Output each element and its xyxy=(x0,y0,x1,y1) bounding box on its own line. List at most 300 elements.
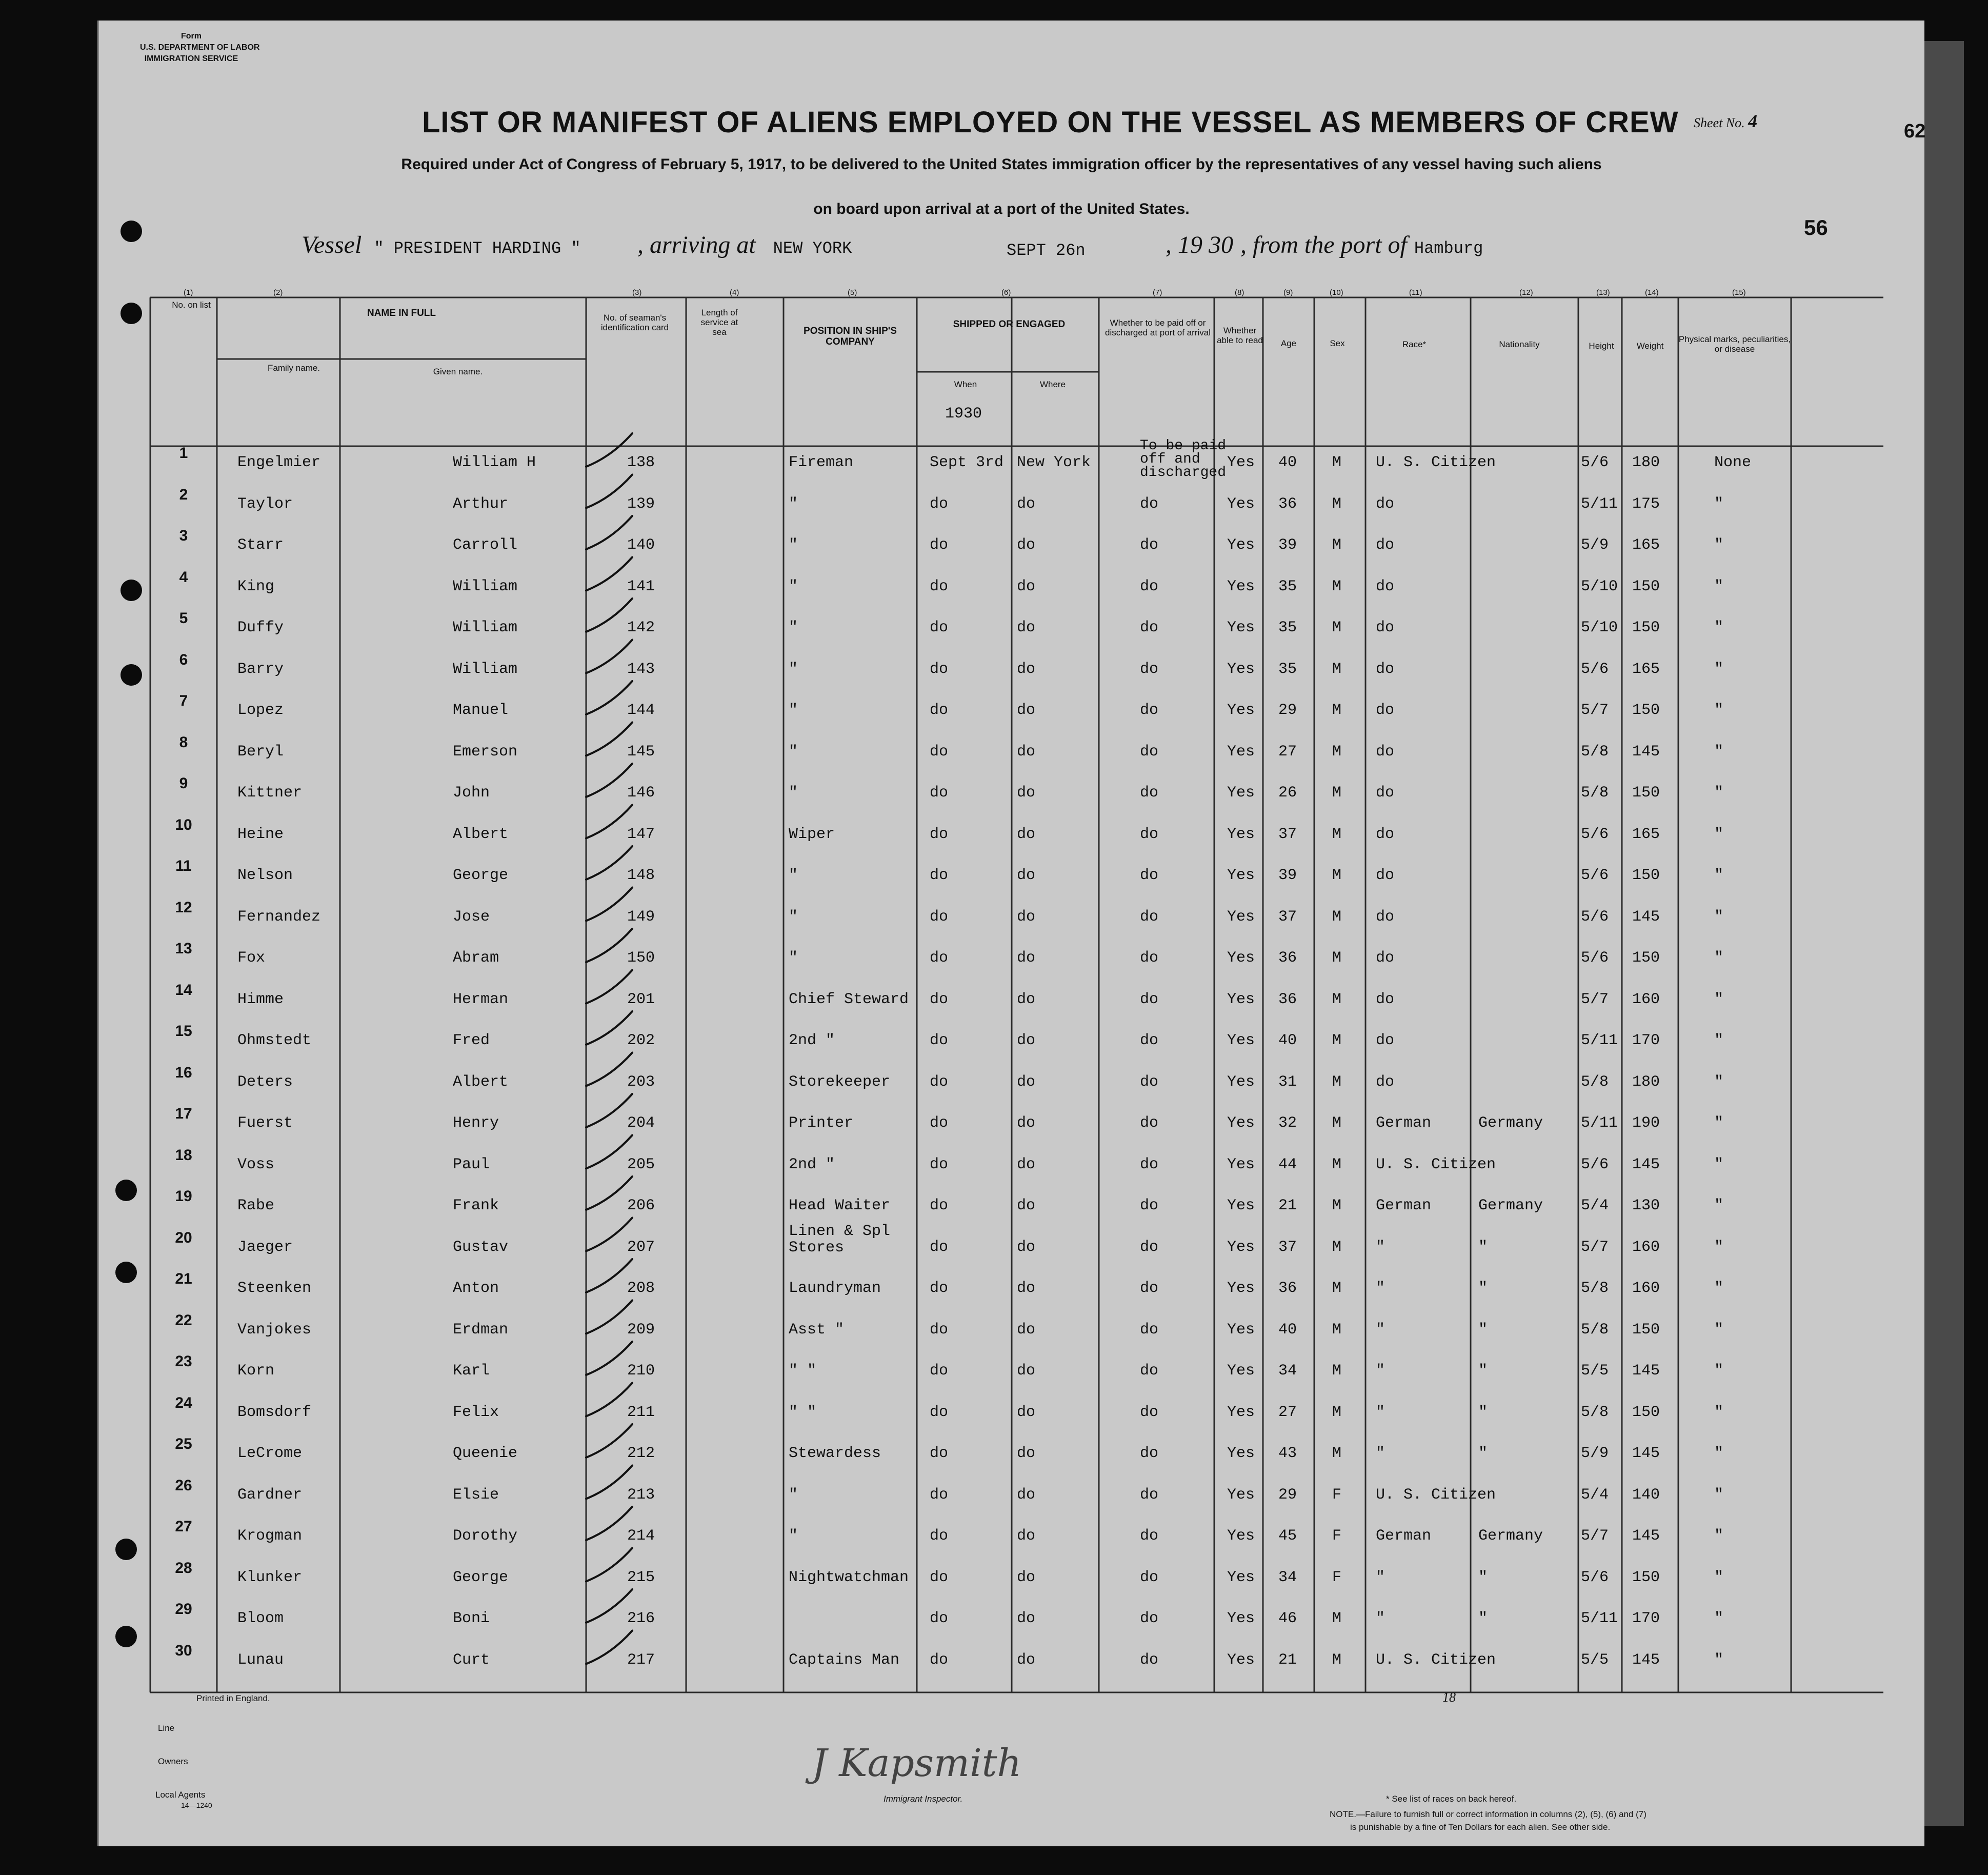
shipped-where-cell: do xyxy=(1017,1032,1036,1049)
read-cell: Yes xyxy=(1227,949,1255,967)
header-id-card: No. of seaman's identification card xyxy=(600,313,669,332)
sex-cell: M xyxy=(1332,1362,1342,1380)
sex-cell: M xyxy=(1332,1238,1342,1256)
race-cell: do xyxy=(1376,619,1395,636)
age-cell: 37 xyxy=(1278,908,1297,926)
paid-off-cell: do xyxy=(1140,1032,1159,1049)
id-card-cell: 147 xyxy=(627,825,655,843)
id-card-cell: 150 xyxy=(627,949,655,967)
read-cell: Yes xyxy=(1227,536,1255,554)
given-name-cell: Herman xyxy=(453,990,509,1008)
sex-cell: F xyxy=(1332,1568,1342,1586)
shipped-when-cell: do xyxy=(930,1073,949,1091)
family-name-cell: LeCrome xyxy=(237,1445,303,1462)
marks-cell: " xyxy=(1714,1610,1724,1627)
read-cell: Yes xyxy=(1227,1568,1255,1586)
race-cell: do xyxy=(1376,660,1395,678)
family-name-cell: Starr xyxy=(237,536,284,554)
header-read: Whether able to read xyxy=(1217,326,1263,345)
header-name-in-full: NAME IN FULL xyxy=(367,308,436,318)
paid-off-cell: do xyxy=(1140,660,1159,678)
weight-cell: 165 xyxy=(1632,825,1660,843)
position-cell: 2nd " xyxy=(789,1155,835,1173)
age-cell: 37 xyxy=(1278,825,1297,843)
position-cell: Head Waiter xyxy=(789,1197,891,1214)
id-card-cell: 140 xyxy=(627,536,655,554)
weight-cell: 150 xyxy=(1632,1403,1660,1421)
sex-cell: F xyxy=(1332,1486,1342,1504)
paid-off-cell: do xyxy=(1140,784,1159,802)
given-name-cell: Manuel xyxy=(453,702,509,719)
shipped-where-cell: do xyxy=(1017,1527,1036,1545)
weight-cell: 145 xyxy=(1632,1445,1660,1462)
height-cell: 5/11 xyxy=(1581,1610,1618,1627)
race-cell: " xyxy=(1376,1568,1385,1586)
position-cell: " xyxy=(789,784,798,802)
sheet-label: Sheet No. xyxy=(1694,115,1745,130)
paid-off-cell: do xyxy=(1140,1197,1159,1214)
race-cell: " xyxy=(1376,1238,1385,1256)
shipped-where-cell: do xyxy=(1017,743,1036,761)
height-cell: 5/7 xyxy=(1581,702,1609,719)
weight-cell: 160 xyxy=(1632,1280,1660,1297)
age-cell: 35 xyxy=(1278,660,1297,678)
family-name-cell: Himme xyxy=(237,990,284,1008)
given-name-cell: Dorothy xyxy=(453,1527,518,1545)
id-card-cell: 142 xyxy=(627,619,655,636)
row-number: 9 xyxy=(179,775,188,792)
id-card-cell: 208 xyxy=(627,1280,655,1297)
age-cell: 29 xyxy=(1278,702,1297,719)
age-cell: 36 xyxy=(1278,990,1297,1008)
read-cell: Yes xyxy=(1227,1651,1255,1669)
nationality-cell: " xyxy=(1478,1280,1488,1297)
marks-cell: " xyxy=(1714,1032,1724,1049)
given-name-cell: William xyxy=(453,577,518,595)
binder-hole xyxy=(115,1180,137,1201)
column-number: (14) xyxy=(1645,288,1659,297)
paid-off-cell: do xyxy=(1140,908,1159,926)
weight-cell: 150 xyxy=(1632,1568,1660,1586)
read-cell: Yes xyxy=(1227,743,1255,761)
row-number: 29 xyxy=(175,1601,192,1618)
nationality-cell: " xyxy=(1478,1362,1488,1380)
given-name-cell: Jose xyxy=(453,908,490,926)
paid-off-cell: do xyxy=(1140,1568,1159,1586)
id-card-cell: 215 xyxy=(627,1568,655,1586)
marks-cell: " xyxy=(1714,577,1724,595)
age-cell: 35 xyxy=(1278,577,1297,595)
binder-hole xyxy=(121,664,142,686)
family-name-cell: Heine xyxy=(237,825,284,843)
shipped-when-cell: do xyxy=(930,577,949,595)
shipped-when-cell: do xyxy=(930,1197,949,1214)
given-name-cell: Emerson xyxy=(453,743,518,761)
sex-cell: M xyxy=(1332,1321,1342,1339)
position-cell: " xyxy=(789,536,798,554)
check-mark xyxy=(586,1383,632,1417)
row-number: 2 xyxy=(179,486,188,503)
shipped-when-cell: do xyxy=(930,990,949,1008)
age-cell: 37 xyxy=(1278,1238,1297,1256)
column-number: (11) xyxy=(1409,288,1422,297)
shipped-when-cell: do xyxy=(930,1238,949,1256)
race-cell: " xyxy=(1376,1445,1385,1462)
given-name-cell: Erdman xyxy=(453,1321,509,1339)
position-cell: 2nd " xyxy=(789,1032,835,1049)
form-label: Form xyxy=(181,32,202,41)
position-cell: " xyxy=(789,495,798,513)
family-name-cell: Kittner xyxy=(237,784,303,802)
shipped-when-cell: do xyxy=(930,1610,949,1627)
weight-cell: 180 xyxy=(1632,1073,1660,1091)
nationality-cell: " xyxy=(1478,1238,1488,1256)
age-cell: 39 xyxy=(1278,536,1297,554)
id-card-cell: 204 xyxy=(627,1114,655,1132)
age-cell: 29 xyxy=(1278,1486,1297,1504)
age-cell: 39 xyxy=(1278,867,1297,884)
sex-cell: M xyxy=(1332,867,1342,884)
weight-cell: 150 xyxy=(1632,1321,1660,1339)
given-name-cell: Gustav xyxy=(453,1238,509,1256)
nationality-cell: " xyxy=(1478,1445,1488,1462)
arrival-port: NEW YORK xyxy=(773,239,852,258)
dept-label: U.S. DEPARTMENT OF LABOR xyxy=(140,43,260,52)
nationality-cell: Germany xyxy=(1478,1197,1543,1214)
column-number: (6) xyxy=(1001,288,1011,297)
height-cell: 5/9 xyxy=(1581,1445,1609,1462)
given-name-cell: Albert xyxy=(453,825,509,843)
check-mark xyxy=(586,764,632,797)
header-age: Age xyxy=(1280,338,1297,348)
check-mark xyxy=(586,1259,632,1292)
check-mark xyxy=(586,1135,632,1169)
printed-note: Printed in England. xyxy=(196,1693,270,1703)
age-cell: 36 xyxy=(1278,949,1297,967)
column-number: (10) xyxy=(1330,288,1343,297)
owners-label: Owners xyxy=(158,1757,188,1766)
shipped-when-cell: do xyxy=(930,1651,949,1669)
position-cell: " xyxy=(789,1486,798,1504)
sex-cell: M xyxy=(1332,1114,1342,1132)
height-cell: 5/6 xyxy=(1581,825,1609,843)
check-mark xyxy=(586,1301,632,1334)
marks-cell: " xyxy=(1714,867,1724,884)
marks-cell: " xyxy=(1714,536,1724,554)
position-cell: Printer xyxy=(789,1114,854,1132)
weight-cell: 170 xyxy=(1632,1032,1660,1049)
shipped-where-cell: do xyxy=(1017,1155,1036,1173)
shipped-when-cell: do xyxy=(930,702,949,719)
position-cell: " xyxy=(789,743,798,761)
inspector-label: Immigrant Inspector. xyxy=(883,1794,963,1804)
marks-cell: " xyxy=(1714,825,1724,843)
row-number: 23 xyxy=(175,1353,192,1370)
weight-cell: 160 xyxy=(1632,990,1660,1008)
id-card-cell: 216 xyxy=(627,1610,655,1627)
row-number: 3 xyxy=(179,527,188,544)
marks-cell: " xyxy=(1714,660,1724,678)
binder-hole xyxy=(115,1262,137,1283)
id-card-cell: 209 xyxy=(627,1321,655,1339)
vessel-name: " PRESIDENT HARDING " xyxy=(374,239,581,258)
read-cell: Yes xyxy=(1227,1403,1255,1421)
row-number: 25 xyxy=(175,1435,192,1452)
family-name-cell: Jaeger xyxy=(237,1238,293,1256)
sex-cell: M xyxy=(1332,660,1342,678)
check-mark xyxy=(586,1466,632,1499)
race-cell: do xyxy=(1376,1032,1395,1049)
check-mark xyxy=(586,475,632,508)
height-cell: 5/4 xyxy=(1581,1486,1609,1504)
height-cell: 5/8 xyxy=(1581,743,1609,761)
given-name-cell: Anton xyxy=(453,1280,499,1297)
sex-cell: M xyxy=(1332,825,1342,843)
paid-off-cell: do xyxy=(1140,619,1159,636)
given-name-cell: William xyxy=(453,660,518,678)
row-number: 20 xyxy=(175,1229,192,1246)
race-cell: U. S. Citizen xyxy=(1376,1486,1496,1504)
check-mark xyxy=(586,1218,632,1251)
header-where: Where xyxy=(1039,380,1066,389)
family-name-cell: Korn xyxy=(237,1362,275,1380)
check-mark xyxy=(586,1424,632,1458)
arrival-date: SEPT 26n xyxy=(1007,241,1086,260)
header-weight: Weight xyxy=(1636,341,1664,351)
column-number: (15) xyxy=(1732,288,1746,297)
height-cell: 5/6 xyxy=(1581,908,1609,926)
position-cell: Wiper xyxy=(789,825,835,843)
id-card-cell: 214 xyxy=(627,1527,655,1545)
height-cell: 5/4 xyxy=(1581,1197,1609,1214)
race-cell: U. S. Citizen xyxy=(1376,1155,1496,1173)
shipped-where-cell: do xyxy=(1017,1073,1036,1091)
sex-cell: M xyxy=(1332,990,1342,1008)
check-mark xyxy=(586,929,632,962)
read-cell: Yes xyxy=(1227,454,1255,471)
check-mark xyxy=(586,805,632,839)
height-cell: 5/8 xyxy=(1581,784,1609,802)
row-number: 7 xyxy=(179,692,188,709)
position-cell: " xyxy=(789,1527,798,1545)
weight-cell: 165 xyxy=(1632,660,1660,678)
race-cell: do xyxy=(1376,577,1395,595)
row-number: 16 xyxy=(175,1064,192,1081)
failure-note: NOTE.—Failure to furnish full or correct information in columns (2), (5), (6) and (7) xyxy=(1330,1809,1646,1819)
race-cell: do xyxy=(1376,702,1395,719)
weight-cell: 145 xyxy=(1632,743,1660,761)
age-cell: 40 xyxy=(1278,1321,1297,1339)
age-cell: 36 xyxy=(1278,1280,1297,1297)
row-number: 6 xyxy=(179,651,188,668)
read-cell: Yes xyxy=(1227,1238,1255,1256)
given-name-cell: Fred xyxy=(453,1032,490,1049)
position-cell: Storekeeper xyxy=(789,1073,891,1091)
check-mark xyxy=(586,888,632,921)
shipped-when-cell: do xyxy=(930,1568,949,1586)
shipped-when-cell: do xyxy=(930,660,949,678)
row-number: 5 xyxy=(179,610,188,627)
header-no: No. on list xyxy=(172,300,211,310)
position-cell: " xyxy=(789,577,798,595)
shipped-when-cell: do xyxy=(930,1321,949,1339)
family-name-cell: Lunau xyxy=(237,1651,284,1669)
race-cell: German xyxy=(1376,1114,1432,1132)
position-cell: Fireman xyxy=(789,454,854,471)
header-height: Height xyxy=(1589,341,1614,351)
family-name-cell: Steenken xyxy=(237,1280,312,1297)
check-mark xyxy=(586,1176,632,1210)
check-mark xyxy=(586,723,632,756)
shipped-where-cell: do xyxy=(1017,1651,1036,1669)
row-number: 12 xyxy=(175,899,192,916)
shipped-when-cell: do xyxy=(930,1486,949,1504)
id-card-cell: 149 xyxy=(627,908,655,926)
position-cell: " " xyxy=(789,1362,817,1380)
weight-cell: 175 xyxy=(1632,495,1660,513)
shipped-when-cell: do xyxy=(930,536,949,554)
column-number: (7) xyxy=(1153,288,1162,297)
height-cell: 5/7 xyxy=(1581,1238,1609,1256)
family-name-cell: King xyxy=(237,577,275,595)
when-year: 1930 xyxy=(945,405,982,423)
weight-cell: 145 xyxy=(1632,1527,1660,1545)
age-cell: 27 xyxy=(1278,1403,1297,1421)
binder-hole xyxy=(121,303,142,324)
paid-off-cell: do xyxy=(1140,1651,1159,1669)
marks-cell: " xyxy=(1714,1197,1724,1214)
family-name-cell: Duffy xyxy=(237,619,284,636)
read-cell: Yes xyxy=(1227,1155,1255,1173)
id-card-cell: 146 xyxy=(627,784,655,802)
inspector-signature: J Kapsmith xyxy=(812,1741,1022,1785)
age-cell: 21 xyxy=(1278,1651,1297,1669)
paid-off-cell: do xyxy=(1140,1486,1159,1504)
race-cell: U. S. Citizen xyxy=(1376,1651,1496,1669)
weight-cell: 145 xyxy=(1632,1155,1660,1173)
read-cell: Yes xyxy=(1227,825,1255,843)
shipped-when-cell: do xyxy=(930,1445,949,1462)
weight-cell: 145 xyxy=(1632,1651,1660,1669)
row-number: 18 xyxy=(175,1146,192,1164)
race-cell: German xyxy=(1376,1527,1432,1545)
read-cell: Yes xyxy=(1227,990,1255,1008)
form-code: 14—1240 xyxy=(181,1801,212,1809)
sex-cell: M xyxy=(1332,1403,1342,1421)
marks-cell: " xyxy=(1714,1651,1724,1669)
position-cell: Nightwatchman xyxy=(789,1568,909,1586)
shipped-where-cell: do xyxy=(1017,990,1036,1008)
check-mark xyxy=(586,1589,632,1623)
paid-off-cell: do xyxy=(1140,743,1159,761)
row-number: 27 xyxy=(175,1518,192,1535)
shipped-when-cell: do xyxy=(930,1527,949,1545)
shipped-when-cell: do xyxy=(930,949,949,967)
id-card-cell: 206 xyxy=(627,1197,655,1214)
given-name-cell: Felix xyxy=(453,1403,499,1421)
paid-off-cell: do xyxy=(1140,1610,1159,1627)
column-number: (12) xyxy=(1519,288,1533,297)
shipped-where-cell: do xyxy=(1017,1610,1036,1627)
read-cell: Yes xyxy=(1227,1362,1255,1380)
check-mark xyxy=(586,1094,632,1127)
race-cell: " xyxy=(1376,1610,1385,1627)
marks-cell: " xyxy=(1714,1362,1724,1380)
sex-cell: F xyxy=(1332,1527,1342,1545)
race-cell: do xyxy=(1376,990,1395,1008)
sex-cell: M xyxy=(1332,1032,1342,1049)
shipped-when-cell: do xyxy=(930,784,949,802)
family-name-cell: Deters xyxy=(237,1073,293,1091)
check-mark xyxy=(586,640,632,673)
check-mark xyxy=(586,681,632,714)
race-cell: do xyxy=(1376,784,1395,802)
column-number: (4) xyxy=(730,288,739,297)
check-mark xyxy=(586,1053,632,1086)
height-cell: 5/6 xyxy=(1581,867,1609,884)
read-cell: Yes xyxy=(1227,1527,1255,1545)
paid-off-cell: do xyxy=(1140,1280,1159,1297)
sex-cell: M xyxy=(1332,454,1342,471)
given-name-cell: Karl xyxy=(453,1362,490,1380)
given-name-cell: Albert xyxy=(453,1073,509,1091)
race-cell: do xyxy=(1376,949,1395,967)
shipped-where-cell: do xyxy=(1017,949,1036,967)
check-mark xyxy=(586,1631,632,1664)
read-cell: Yes xyxy=(1227,702,1255,719)
age-cell: 44 xyxy=(1278,1155,1297,1173)
column-number: (1) xyxy=(184,288,193,297)
shipped-when-cell: do xyxy=(930,1032,949,1049)
paid-off-cell: do xyxy=(1140,702,1159,719)
id-card-cell: 203 xyxy=(627,1073,655,1091)
marks-cell: " xyxy=(1714,990,1724,1008)
shipped-where-cell: do xyxy=(1017,1197,1036,1214)
paid-off-cell: do xyxy=(1140,577,1159,595)
check-mark xyxy=(586,433,632,467)
shipped-where-cell: do xyxy=(1017,1321,1036,1339)
sex-cell: M xyxy=(1332,1280,1342,1297)
given-name-cell: George xyxy=(453,867,509,884)
read-cell: Yes xyxy=(1227,1197,1255,1214)
shipped-where-cell: do xyxy=(1017,1238,1036,1256)
weight-cell: 160 xyxy=(1632,1238,1660,1256)
paid-off-cell: do xyxy=(1140,1238,1159,1256)
id-card-cell: 202 xyxy=(627,1032,655,1049)
row-number: 28 xyxy=(175,1559,192,1577)
age-cell: 36 xyxy=(1278,495,1297,513)
age-cell: 26 xyxy=(1278,784,1297,802)
check-mark xyxy=(586,970,632,1004)
read-cell: Yes xyxy=(1227,1032,1255,1049)
race-cell: do xyxy=(1376,743,1395,761)
weight-cell: 145 xyxy=(1632,908,1660,926)
weight-cell: 150 xyxy=(1632,949,1660,967)
given-name-cell: Henry xyxy=(453,1114,499,1132)
id-card-cell: 213 xyxy=(627,1486,655,1504)
fine-note: is punishable by a fine of Ten Dollars for each alien. See other side. xyxy=(1350,1822,1611,1832)
paid-off-cell: do xyxy=(1140,1321,1159,1339)
shipped-where-cell: do xyxy=(1017,784,1036,802)
shipped-where-cell: do xyxy=(1017,536,1036,554)
arriving-label: , arriving at xyxy=(637,231,756,258)
row-number: 26 xyxy=(175,1477,192,1494)
race-cell: " xyxy=(1376,1280,1385,1297)
sex-cell: M xyxy=(1332,619,1342,636)
id-card-cell: 144 xyxy=(627,702,655,719)
agents-label: Local Agents xyxy=(155,1790,206,1800)
shipped-where-cell: do xyxy=(1017,1280,1036,1297)
